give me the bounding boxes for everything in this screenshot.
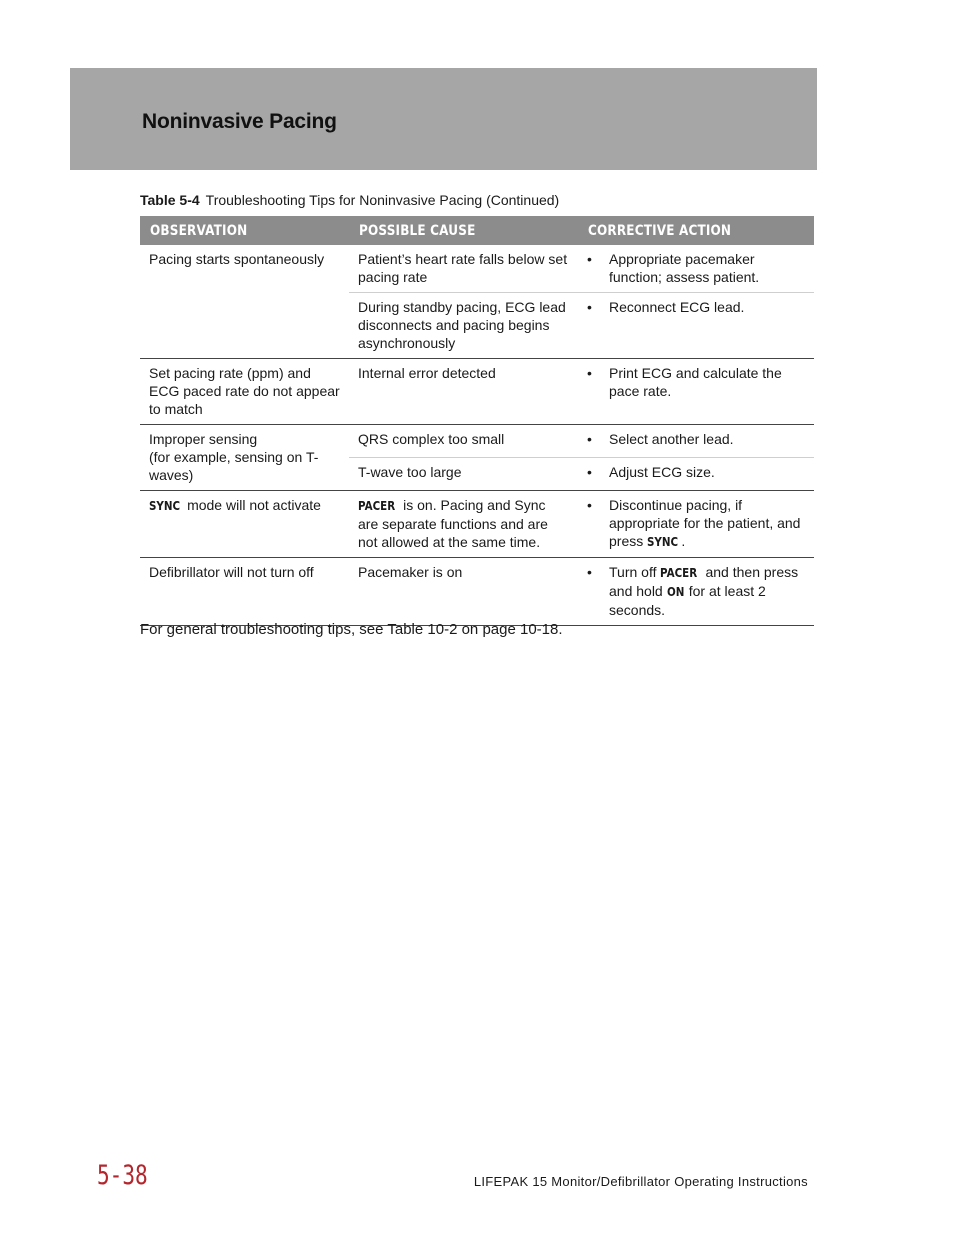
section-header-band — [70, 68, 817, 170]
action-text: Adjust ECG size. — [609, 464, 715, 480]
observation-cell — [140, 425, 349, 491]
observation-cell — [140, 491, 349, 558]
cause-cell: Pacemaker is on — [349, 558, 578, 626]
bullet-marker: • — [587, 564, 592, 580]
action-cell — [578, 425, 814, 458]
action-cell — [578, 293, 814, 359]
page-number: 5-38 — [97, 1160, 148, 1191]
cause-text: is on. Pacing and Sync are separate functions and are not allowed at the same time. — [358, 497, 548, 550]
troubleshooting-table — [140, 216, 814, 626]
bullet-marker: • — [587, 299, 592, 315]
section-title: Noninvasive Pacing — [142, 110, 337, 133]
cause-cell — [349, 491, 578, 558]
cause-cell: QRS complex too small — [349, 425, 578, 458]
cause-cell: During standby pacing, ECG lead disconnects and pacing begins asynchronously — [349, 293, 578, 359]
column-header-corrective-action: CORRECTIVE ACTION — [578, 216, 814, 245]
bullet-marker: • — [587, 251, 592, 267]
action-cell — [578, 491, 814, 558]
observation-text: mode will not activate — [183, 497, 321, 513]
table-row — [140, 245, 814, 293]
sync-keyword: SYNC — [647, 535, 679, 549]
table-row — [140, 558, 814, 626]
action-cell — [578, 245, 814, 293]
pacer-keyword: PACER — [358, 499, 396, 513]
table-header-row — [140, 216, 814, 245]
table-row — [140, 359, 814, 425]
action-text: Select another lead. — [609, 431, 734, 447]
action-text: Reconnect ECG lead. — [609, 299, 745, 315]
observation-line: Improper sensing — [149, 431, 258, 447]
observation-cell: Set pacing rate (ppm) and ECG paced rate do not appear to match — [140, 359, 349, 425]
general-troubleshooting-note: For general troubleshooting tips, see Table 10-2 on page 10-18. — [140, 621, 563, 638]
observation-cell: Defibrillator will not turn off — [140, 558, 349, 626]
bullet-marker: • — [587, 464, 592, 480]
bullet-marker: • — [587, 365, 592, 381]
running-footer-title: LIFEPAK 15 Monitor/Defibrillator Operating Instructions — [473, 1174, 808, 1189]
table-row — [140, 491, 814, 558]
column-header-observation: OBSERVATION — [140, 216, 349, 245]
action-cell — [578, 458, 814, 491]
action-text: and then press and hold — [609, 564, 799, 599]
table-caption-text: Troubleshooting Tips for Noninvasive Pacing (Continued) — [205, 192, 560, 208]
cause-cell: Patient’s heart rate falls below set pacing rate — [349, 245, 578, 293]
bullet-marker: • — [587, 431, 592, 447]
action-cell — [578, 558, 814, 626]
cause-cell: T-wave too large — [349, 458, 578, 491]
sync-keyword: SYNC — [149, 499, 181, 513]
column-header-possible-cause: POSSIBLE CAUSE — [349, 216, 578, 245]
action-text: Discontinue pacing, if appropriate for the patient, and press — [609, 497, 801, 549]
cause-cell: Internal error detected — [349, 359, 578, 425]
action-text: . — [681, 533, 686, 549]
action-text: Appropriate pacemaker function; assess patient. — [609, 251, 760, 285]
table-caption-label: Table 5-4 — [140, 192, 200, 208]
on-keyword: ON — [666, 585, 685, 599]
observation-cell: Pacing starts spontaneously — [140, 245, 349, 359]
action-text: for at least 2 seconds. — [609, 583, 766, 618]
action-text: Turn off — [609, 564, 661, 580]
pacer-keyword: PACER — [660, 566, 698, 580]
action-text: Print ECG and calculate the pace rate. — [609, 365, 782, 399]
table-caption — [140, 192, 559, 208]
table-row — [140, 425, 814, 458]
bullet-marker: • — [587, 497, 592, 513]
action-cell — [578, 359, 814, 425]
observation-line: (for example, sensing on T-waves) — [149, 449, 319, 483]
